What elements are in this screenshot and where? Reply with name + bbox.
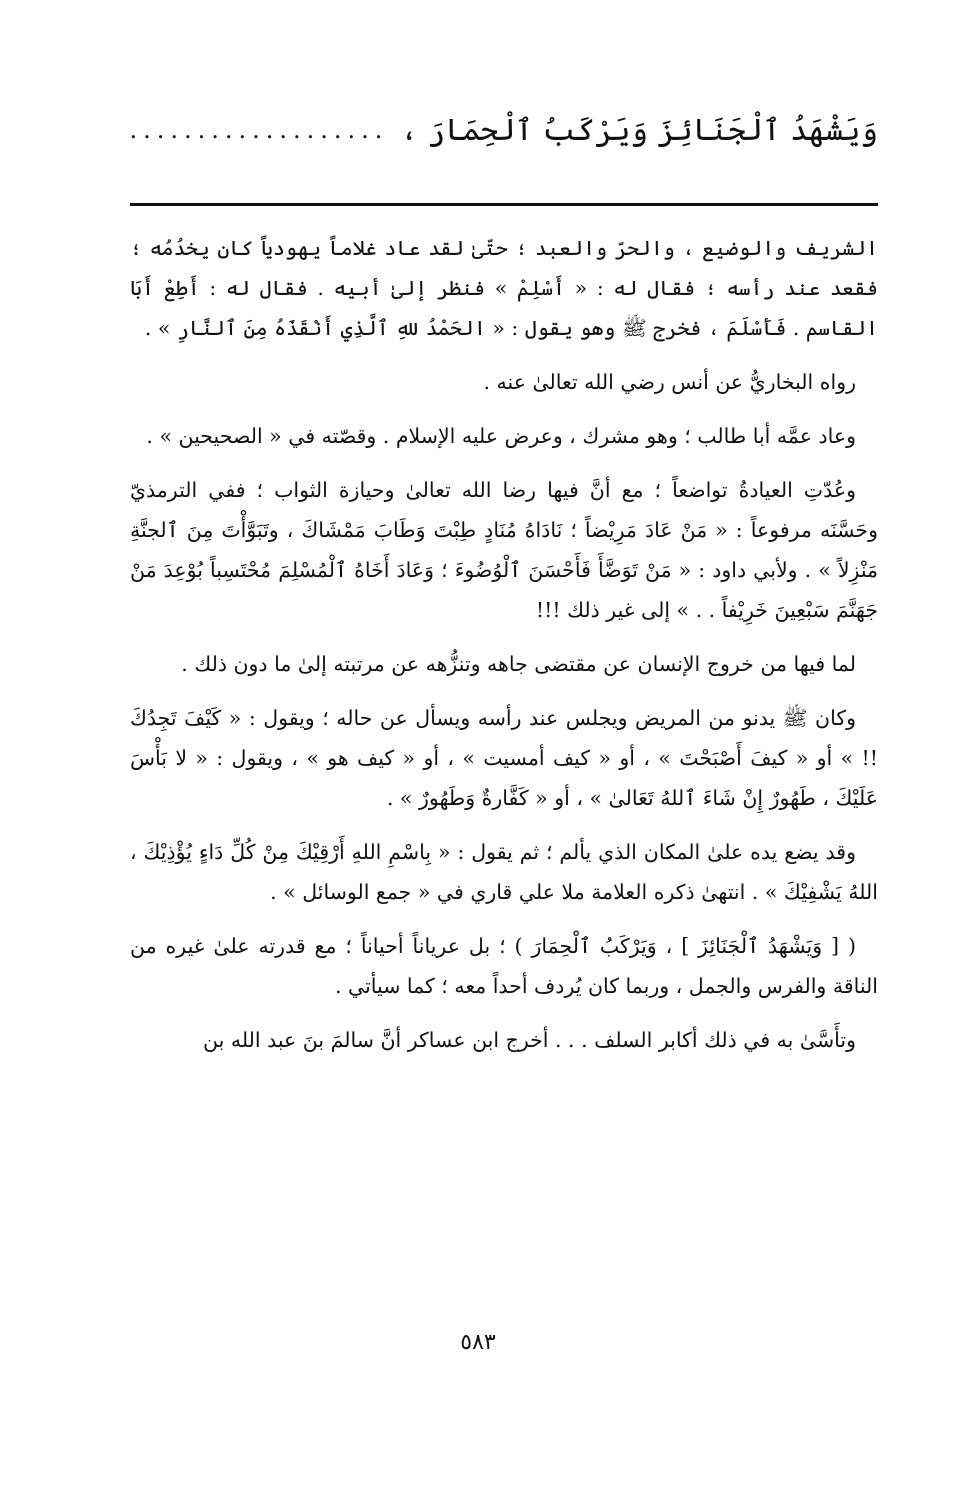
paragraph: وعُدّتِ العيادةُ تواضعاً ؛ مع أنَّ فيها رضا الله تعالىٰ وحيازة الثواب ؛ ففي الترمذيّ وحَسَّنَه مرفوعاً : « مَنْ عَادَ مَرِيْضاً ؛ نَادَاهُ مُنَادٍ طِبْتَ وَطَابَ مَمْشَاكَ ، وتَبَوَّأْتَ مِنَ ٱلجنَّةِ مَنْزِلاً » . ولأبي داود : « مَنْ تَوَضَّأَ فَأَحْسَنَ ٱلْوُضُوءَ ؛ وَعَادَ أَخَاهُ ٱلْمُسْلِمَ مُحْتَسِباً بُوْعِدَ مَنْ جَهَنَّمَ سَبْعِينَ خَرِيْفاً . . » إلى غير ذلك !!!	[130, 478, 878, 622]
paragraph: لما فيها من خروج الإنسان عن مقتضى جاهه وتنزُّهه عن مرتبته إلىٰ ما دون ذلك .	[181, 652, 856, 676]
header-dot-leader: ...................	[129, 116, 389, 144]
paragraph: الشريف والوضيع ، والحرّ والعبد ؛ حتّىٰ لقد عاد غلاماً يهودياً كان يخدُمُه ؛ فقعد عند رأسه ؛ فقال له : « أَسْلِمْ » فنظر إلىٰ أبيه . فقال له : أَطِعْ أَبَا القاسم . فَأَسْلَمَ ، فخرج ﷺ وهو يقول : « الحَمْدُ للهِ ٱلَّذِي أَنْقَذَهُ مِنَ ٱلنَّارِ » .	[130, 236, 878, 340]
running-header	[130, 100, 878, 160]
paragraph: وعاد عمَّه أبا طالب ؛ وهو مشرك ، وعرض عليه الإسلام . وقصّته في « الصحيحين » .	[146, 424, 856, 448]
page-number: ٥٨٣	[460, 1330, 496, 1355]
paragraph: وقد يضع يده علىٰ المكان الذي يألم ؛ ثم يقول : « بِاسْمِ اللهِ أَرْقِيْكَ مِنْ كُلِّ دَاءٍ يُؤْذِيْكَ ، اللهُ يَشْفِيْكَ » . انتهىٰ ذكره العلامة ملا علي قاري في « جمع الوسائل » .	[130, 840, 878, 904]
paragraph: وتأَسَّىٰ به في ذلك أكابر السلف . . . أخرج ابن عساكر أنَّ سالمَ بنَ عبد الله بن	[203, 1028, 856, 1052]
page-body	[130, 228, 878, 1074]
paragraph: وكان ﷺ يدنو من المريض ويجلس عند رأسه ويسأل عن حاله ؛ ويقول : « كَيْفَ تَجِدُكَ !! » أو « كيفَ أَصْبَحْتَ » ، أو « كيف أمسيت » ، أو « كيف هو » ، ويقول : « لا بَأْسَ عَلَيْكَ ، طَهُورٌ إِنْ شَاءَ ٱللهُ تَعَالىٰ » ، أو « كَفَّارةٌ وَطَهُورٌ » .	[130, 706, 878, 810]
paragraph: رواه البخاريُّ عن أنس رضي الله تعالىٰ عنه .	[483, 370, 856, 394]
header-title: وَيَشْهَدُ ٱلْجَنَائِزَ وَيَرْكَبُ ٱلْحِمَارَ ،	[400, 112, 878, 148]
header-rule	[130, 203, 878, 206]
paragraph: ( [ وَيَشْهَدُ ٱلْجَنَائِزَ ] ، وَيَرْكَبُ ٱلْحِمَارَ ) ؛ بل عرياناً أحياناً ؛ مع قدرته علىٰ غيره من الناقة والفرس والجمل ، وربما كان يُردف أحداً معه ؛ كما سيأتي .	[130, 934, 878, 998]
